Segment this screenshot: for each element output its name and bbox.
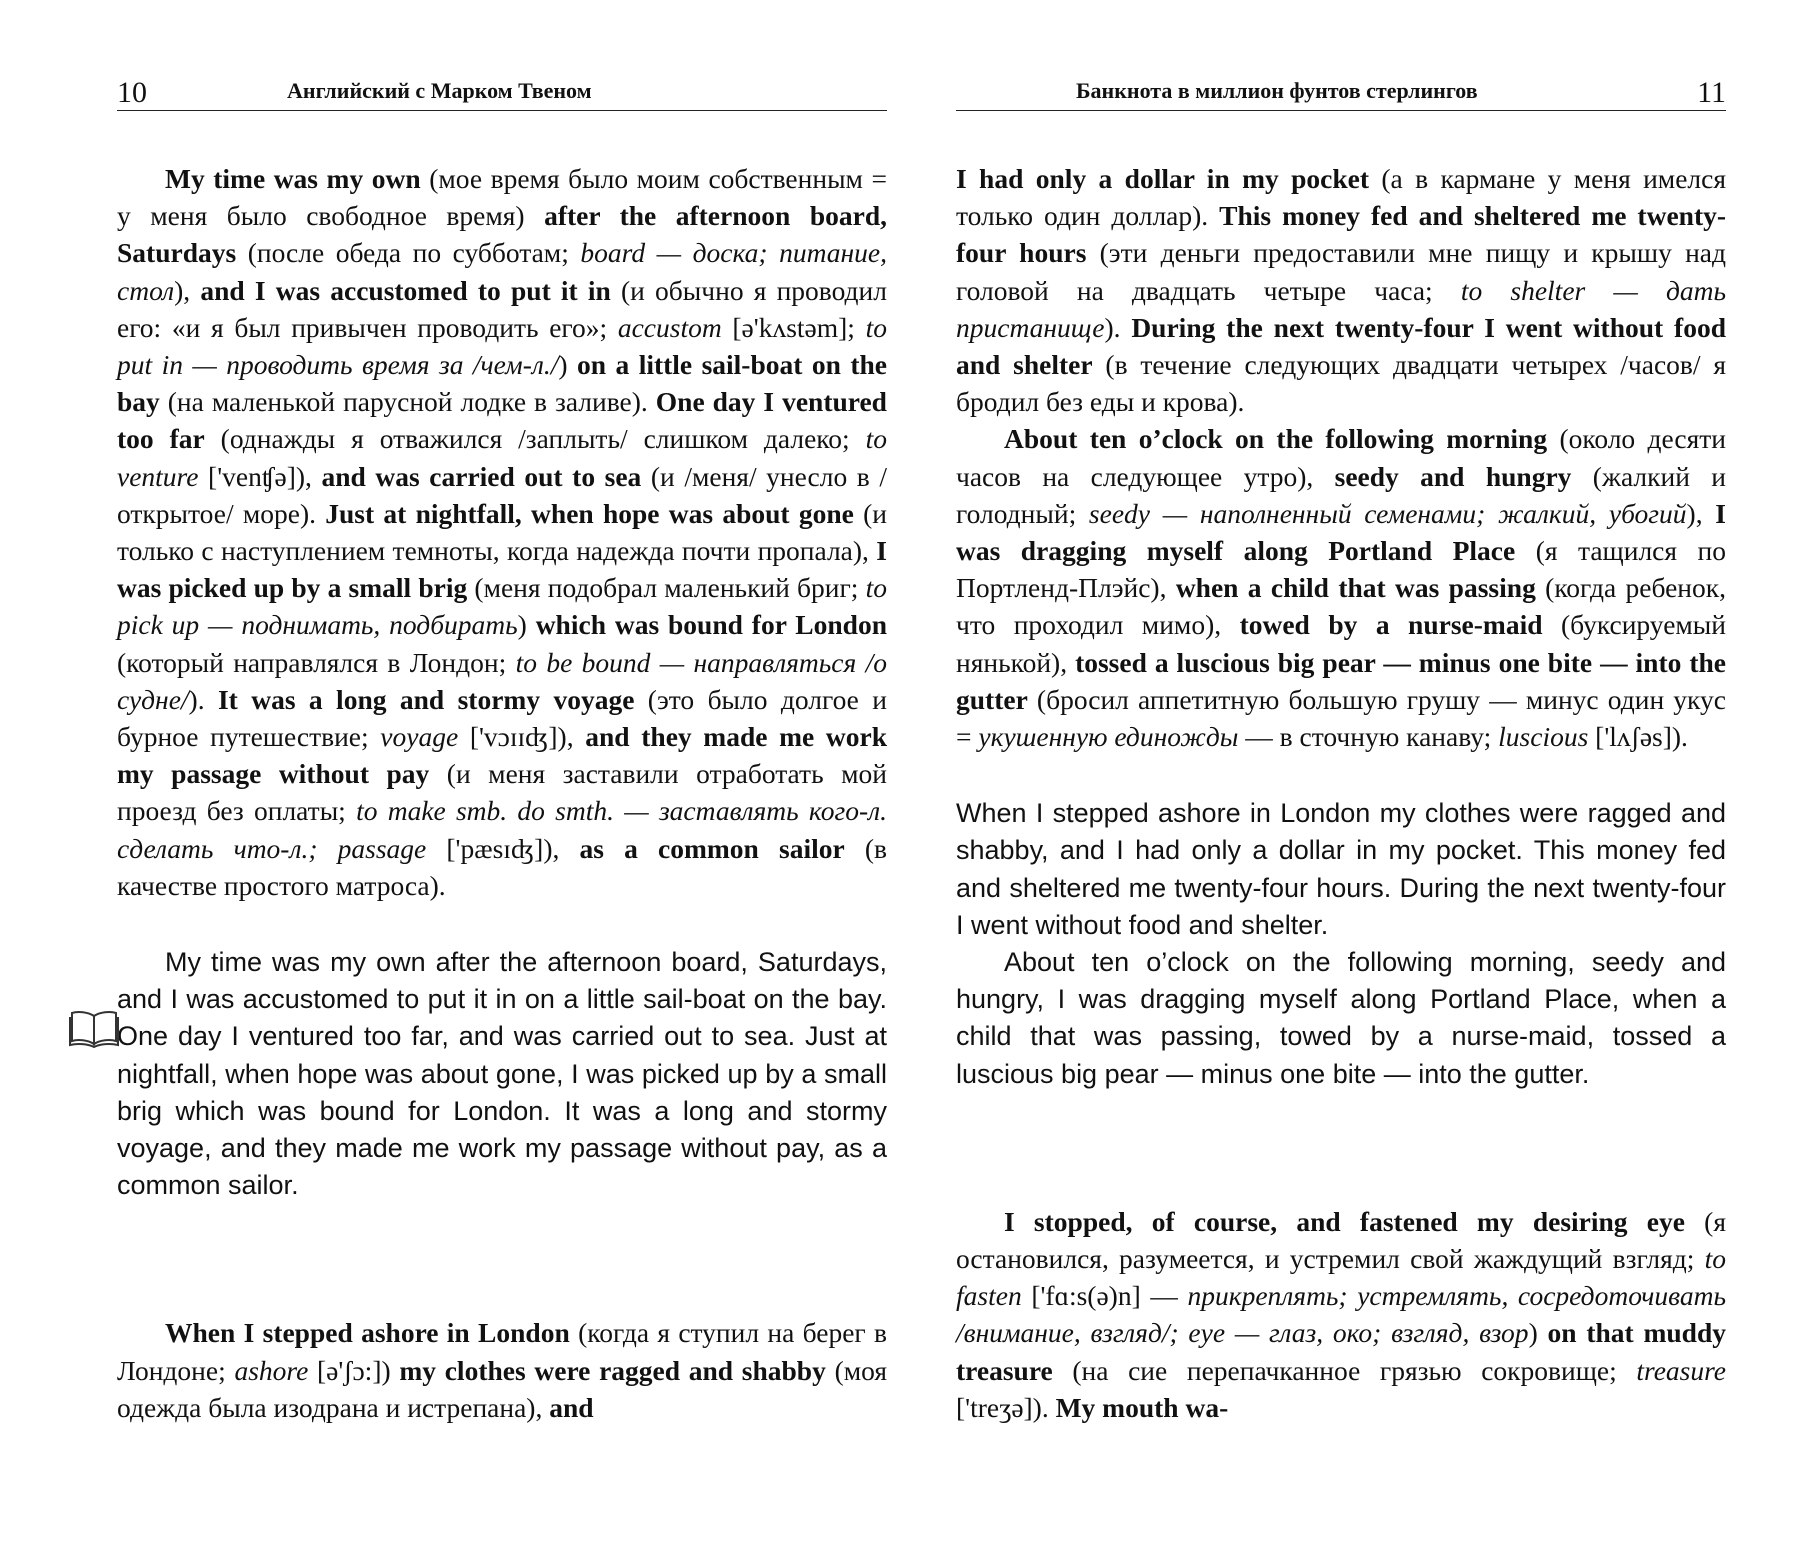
english-phrase: I had only a dollar in my pocket <box>956 163 1370 194</box>
translation-text: ['venʧə]), <box>198 460 322 492</box>
gloss-term: to be bound — направляться /о судне/ <box>117 646 888 715</box>
left-page-header <box>117 70 887 111</box>
english-phrase: Just at nightfall, when hope was about gone <box>325 497 854 529</box>
english-phrase: and <box>549 1391 594 1423</box>
translation-text: ) <box>517 609 536 641</box>
gloss-term: luscious <box>1498 721 1589 753</box>
translation-text: (после обеда по субботам; <box>236 237 581 269</box>
english-phrase: my clothes were ragged and shabby <box>399 1354 826 1386</box>
page-number: 10 <box>117 76 147 109</box>
translation-text: (а в кармане у меня имелся только один доллар). <box>956 163 1726 232</box>
open-book-icon <box>68 1008 120 1048</box>
gloss-term: to pick up — поднимать, подбирать <box>117 572 887 641</box>
english-phrase: This money fed and sheltered me twenty-four hours <box>956 200 1727 269</box>
annotated-paragraph <box>956 1203 1726 1426</box>
translation-text: ['fɑ:s(ə)n] — <box>1021 1280 1188 1312</box>
translation-text: — в сточную канаву; <box>1238 721 1499 753</box>
running-title: Английский с Марком Твеном <box>287 78 592 103</box>
gloss-term: to fasten <box>956 1243 1726 1312</box>
english-phrase: and I was accustomed to put it in <box>200 274 611 306</box>
translation-text: ['treʒə]). <box>956 1391 1056 1423</box>
translation-text: ), <box>174 274 201 306</box>
translation-text: (это было долгое и бурное путешествие; <box>117 683 887 753</box>
translation-text: ), <box>1686 497 1716 529</box>
translation-text: (я тащился по Портленд-Плэйс), <box>956 535 1726 604</box>
english-phrase: on that muddy treasure <box>956 1317 1726 1386</box>
english-phrase: My time was my own <box>165 163 421 194</box>
gloss-term: прикреплять; устремлять, сосредоточивать /внимание, взгляд/; eye — глаз, око; взгляд, взор <box>956 1280 1726 1349</box>
translation-text: (на сие перепачканное грязью сокровище; <box>1052 1354 1637 1386</box>
translation-text: (моя одежда была изодрана и истрепана), <box>117 1354 887 1423</box>
translation-text: ). <box>1104 311 1132 343</box>
english-phrase: It was a long and stormy voyage <box>217 683 635 715</box>
left-text-column <box>117 160 887 1426</box>
english-phrase: towed by a nurse-maid <box>1239 609 1543 641</box>
right-text-column <box>956 160 1726 1426</box>
english-phrase: I was picked up by a small brig <box>117 535 887 604</box>
translation-text: [ə'ʃɔ:]) <box>308 1354 400 1386</box>
translation-text: (меня подобрал маленький бриг; <box>467 572 866 604</box>
translation-text: ). <box>188 683 218 715</box>
translation-text: (в качестве простого матроса). <box>117 832 887 901</box>
gloss-term: to put in — проводить время за /чем-л./ <box>117 311 888 381</box>
translation-text: ['lʌʃəs]). <box>1588 721 1688 753</box>
translation-text: (когда я ступил на берег в Лондоне; <box>117 1317 887 1386</box>
translation-text: (бросил аппетитную большую грушу — минус один укус = <box>956 683 1726 753</box>
translation-text: (который направлялся в Лондон; <box>117 646 516 678</box>
english-phrase: My mouth wa- <box>1055 1391 1229 1423</box>
english-phrase: One day I ventured too far <box>117 386 887 455</box>
gloss-term: ashore <box>234 1354 309 1386</box>
annotated-paragraph <box>117 1314 887 1426</box>
translation-text: ) <box>558 349 578 381</box>
running-title: Банкнота в миллион фунтов стерлингов <box>1076 78 1478 103</box>
english-phrase: seedy and hungry <box>1334 460 1572 492</box>
translation-text: ['vɔɪɪʤ]), <box>458 721 586 753</box>
translation-text: (эти деньги предоставили мне пищу и крышу над головой на двадцать четыре часа; <box>956 237 1726 306</box>
english-phrase: on a little sail-boat on the bay <box>117 349 888 418</box>
english-phrase: When I stepped ashore in London <box>165 1317 570 1349</box>
translation-text: (жалкий и голодный; <box>956 460 1726 529</box>
right-page-header <box>956 70 1726 111</box>
translation-text: ) <box>1528 1317 1548 1349</box>
gloss-term: to venture <box>117 423 887 492</box>
translation-text: (в течение следующих двадцати четырех /часов/ я бродил без еды и крова). <box>956 349 1726 418</box>
english-phrase: and they made me work my passage without pay <box>117 721 887 790</box>
translation-text: ['pæsɪʤ]), <box>426 832 580 864</box>
english-phrase: During the next twenty-four I went without food and shelter <box>956 311 1726 381</box>
translation-text: [ə'kʌstəm]; <box>721 311 866 343</box>
english-phrase: as a common sailor <box>579 832 845 864</box>
gloss-term: treasure <box>1636 1354 1726 1386</box>
english-phrase: I stopped, of course, and fastened my desiring eye <box>1004 1205 1685 1237</box>
english-phrase: after the afternoon board, Saturdays <box>117 200 887 269</box>
translation-text: (и /меня/ унесло в /открытое/ море). <box>117 460 887 529</box>
gloss-term: seedy — наполненный семенами; жалкий, убогий <box>1088 497 1687 529</box>
translation-text: (и меня заставили отработать мой проезд без оплаты; <box>117 758 887 827</box>
original-text-paragraph: My time was my own after the afternoon board, Saturdays, and I was accustomed to put it in on a little sail-boat on the bay. One day I ventured too far, and was carried out to sea. Just at nightfall, when hope was about gone, I was picked up by a small brig which was bound for London. It was a long and stormy voyage, and they made me work my passage without pay, as a common sailor. <box>117 947 887 1201</box>
gloss-term: to make smb. do smth. — заставлять кого-л. сделать что-л.; passage <box>117 795 887 864</box>
translation-text: (на маленькой парусной лодке в заливе). <box>159 386 656 418</box>
english-phrase: I was dragging myself along Portland Place <box>956 497 1726 567</box>
english-phrase: which was bound for London <box>535 609 887 641</box>
translation-text: (и обычно я проводил его: «и я был привычен проводить его»; <box>117 274 887 343</box>
translation-text: (около десяти часов на следующее утро), <box>956 423 1726 492</box>
translation-text: (когда ребенок, что проходил мимо), <box>956 572 1726 641</box>
translation-text: (буксируемый нянькой), <box>956 609 1726 678</box>
gloss-term: accustom <box>617 311 722 343</box>
page-number: 11 <box>1697 76 1726 109</box>
translation-text: (я остановился, разумеется, и устремил свой жаждущий взгляд; <box>956 1205 1726 1275</box>
gloss-term: board — доска; питание, стол <box>117 237 887 306</box>
gloss-term: voyage <box>380 721 459 753</box>
annotated-paragraph <box>956 160 1726 420</box>
english-phrase: when a child that was passing <box>1175 572 1536 604</box>
translation-text: (однажды я отважился /заплыть/ слишком далеко; <box>204 423 866 455</box>
gloss-term: укушенную единожды <box>978 721 1239 753</box>
english-phrase: and was carried out to sea <box>321 460 642 492</box>
original-text-paragraph: When I stepped ashore in London my clothes were ragged and shabby, and I had only a dollar in my pocket. This money fed and sheltered me twenty-four hours. During the next twenty-four I went without food and shelter. <box>956 798 1726 940</box>
right-page <box>906 0 1812 1568</box>
translation-text: (мое время было моим собственным = у меня было свободное время) <box>117 163 888 232</box>
gloss-term: to shelter — дать пристанище <box>956 274 1726 343</box>
english-phrase: tossed a luscious big pear — minus one bite — into the gutter <box>956 646 1726 715</box>
translation-text: (и только с наступлением темноты, когда надежда почти пропала), <box>117 497 887 567</box>
english-phrase: About ten o’clock on the following morning <box>1004 423 1548 455</box>
annotated-paragraph <box>117 160 887 904</box>
original-text-paragraph: About ten o’clock on the following morning, seedy and hungry, I was dragging myself along Portland Place, when a child that was passing, towed by a nurse-maid, tossed a luscious big pear — minus one bite — into the gutter. <box>956 947 1726 1089</box>
annotated-paragraph <box>956 420 1726 755</box>
